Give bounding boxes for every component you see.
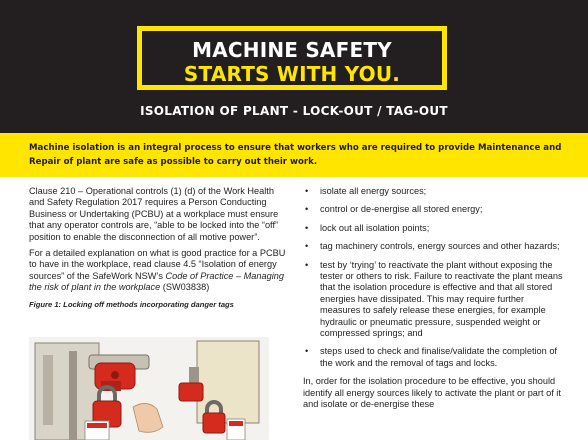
list-item: • control or de-energise all stored energy; xyxy=(305,204,483,215)
header-band xyxy=(0,0,588,133)
lockout-illustration-graphic xyxy=(29,337,269,440)
lockout-illustration xyxy=(29,337,269,440)
list-item: • lock out all isolation points; xyxy=(305,222,430,233)
figure-caption: Figure 1: Locking off methods incorporating danger tags xyxy=(29,299,234,309)
subtitle: ISOLATION OF PLANT - LOCK-OUT / TAG-OUT xyxy=(140,104,448,118)
list-item: • tag machinery controls, energy sources and other hazards; xyxy=(305,241,560,252)
bullet-icon: • xyxy=(305,259,309,270)
paragraph-clause-210: Clause 210 – Operational controls (1) (d) of the Work Health and Safety Regulation 2017 requires a Person Conducting Business or Undertaking (PCBU) at a workplace must ensure that any operator controls are, “able to be locked into the “off” position to enable the disconnection of all motive power”. xyxy=(29,186,279,242)
title-box xyxy=(137,26,447,90)
right-column xyxy=(303,186,565,411)
left-column xyxy=(29,186,291,310)
closing-paragraph: In, order for the isolation procedure to be effective, you should identify all energy sources likely to activate the plant or part of it and isolate or de-energise these xyxy=(303,376,561,410)
intro-banner xyxy=(0,133,588,177)
list-item: • isolate all energy sources; xyxy=(305,186,427,196)
paragraph-good-practice: For a detailed explanation on what is good practice for a PCBU to have in the workplace, read clause 4.5 “Isolation of energy sources” of the SafeWork NSW’s Code of Practice – Managing the risk of plant in the workplace (SW03838) xyxy=(29,248,286,293)
bullet-icon: • xyxy=(305,186,309,196)
bullet-icon: • xyxy=(305,222,309,233)
title-line-2: STARTS WITH YOU. xyxy=(183,62,401,86)
intro-text: Machine isolation is an integral process to ensure that workers who are required to provide Maintenance and Repair of plant are safe as possible to carry out their work. xyxy=(29,143,562,167)
title-line-1: MACHINE SAFETY xyxy=(192,38,392,62)
list-item: • test by ‘trying’ to reactivate the plant without exposing the tester or others to risk. Failure to reactivate the plant means that the isolation procedure is effective and that all stored energies have dissipated. This may require further measures to safely release these energies, for example hydraulic or pneumatic pressure, suspended weight or compressed springs; and xyxy=(305,259,563,339)
isolation-steps-list xyxy=(303,186,565,369)
code-of-practice-title: Code of Practice – Managing the risk of plant in the workplace xyxy=(29,270,284,293)
bullet-icon: • xyxy=(305,346,309,357)
list-item: • steps used to check and finalise/validate the completion of the work and the removal of tags and locks. xyxy=(305,346,557,368)
bullet-icon: • xyxy=(305,241,309,252)
bullet-icon: • xyxy=(305,204,309,215)
